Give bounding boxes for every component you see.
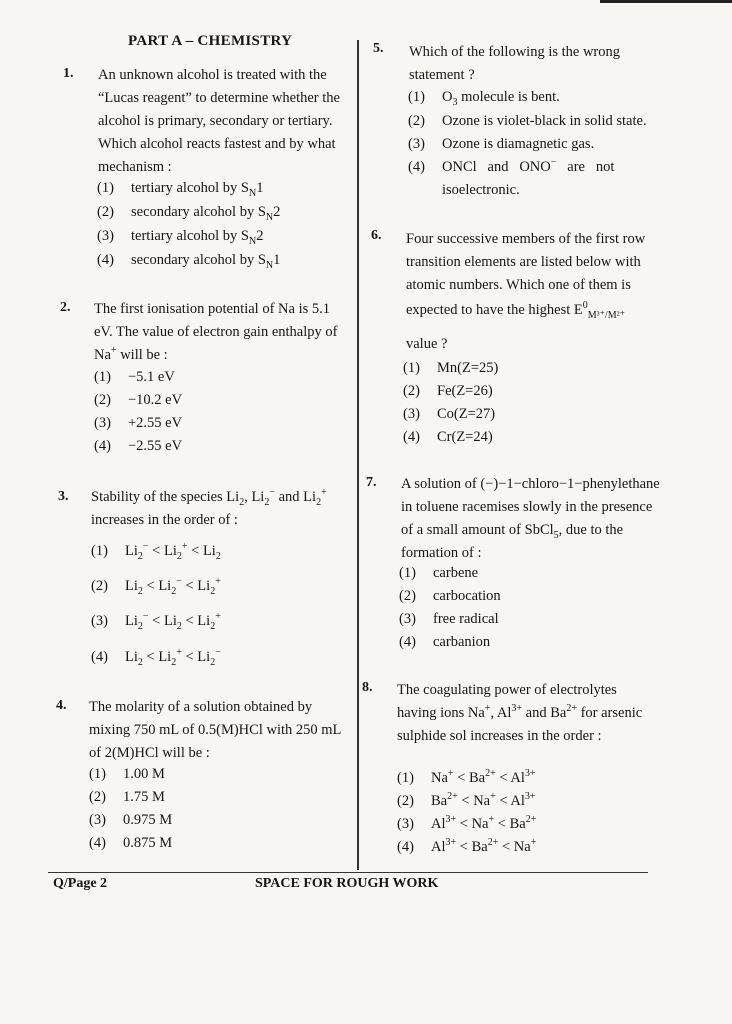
q3-option-3[interactable]: (3) $Li_2^- < Li_2 < Li_2^+$	[91, 611, 221, 632]
page-number: Q/Page 2	[53, 876, 108, 891]
q5-option-2[interactable]: (2) Ozone is violet-black in solid state.	[408, 113, 647, 129]
q6-text-value: value ?	[406, 336, 448, 352]
q6-text-e0: expected to have the highest $E^0_{M^{3+}/M^{2+}}$	[406, 300, 625, 321]
q6-number: 6.	[371, 228, 382, 243]
q8-option-3[interactable]: (3) $Al^{3+} < Na^+ < Ba^{2+}$	[397, 814, 537, 832]
q2-option-4[interactable]: (4) −2.55 eV	[94, 438, 183, 454]
q3-option-1[interactable]: (1) $Li_2^- < Li_2^+ < Li_2$	[91, 541, 221, 562]
q7-text: A solution of (−)−1−chloro−1−phenylethane in toluene racemises slowly in the presence of a small amount of SbCl$_5$, due to the formation of :	[401, 476, 660, 561]
q7-option-3[interactable]: (3) free radical	[399, 611, 499, 627]
q5-option-4-cont: isoelectronic.	[442, 182, 520, 198]
q6-option-1[interactable]: (1) Mn(Z=25)	[403, 360, 499, 376]
q1-option-4[interactable]: (4) secondary alcohol by $S_N1$	[97, 252, 281, 271]
q6-text: Four successive members of the first row transition elements are listed below with atomic numbers. Which one of them is	[406, 231, 646, 293]
q4-option-3[interactable]: (3) 0.975 M	[89, 812, 173, 828]
q2-number: 2.	[60, 300, 71, 315]
q6-option-3[interactable]: (3) Co(Z=27)	[403, 406, 496, 422]
q2-text: The first ionisation potential of Na is 5.1 eV. The value of electron gain enthalpy of Na+ will be :	[94, 301, 338, 363]
q5-number: 5.	[373, 41, 384, 56]
q7-option-2[interactable]: (2) carbocation	[399, 588, 501, 604]
q8-text: The coagulating power of electrolytes having ions Na+, $Al^{3+}$ and $Ba^{2+}$ for arsenic sulphide sol increases in the order :	[397, 682, 643, 744]
q1-text: An unknown alcohol is treated with the “Lucas reagent” to determine whether the alcohol is primary, secondary or tertiary. Which alcohol reacts fastest and by what mechanism :	[98, 67, 340, 175]
q1-option-3[interactable]: (3) tertiary alcohol by $S_N2$	[97, 228, 264, 247]
q1-number: 1.	[63, 66, 74, 81]
q4-option-4[interactable]: (4) 0.875 M	[89, 835, 173, 851]
q3-text: Stability of the species $Li_2$, $Li_2^-$ and $Li_2^+$ increases in the order of :	[91, 487, 327, 528]
q8-option-4[interactable]: (4) $Al^{3+} < Ba^{2+} < Na^+$	[397, 837, 537, 855]
q8-number: 8.	[362, 680, 373, 695]
q8-option-2[interactable]: (2) $Ba^{2+} < Na^+ < Al^{3+}$	[397, 791, 536, 809]
q2-option-2[interactable]: (2) −10.2 eV	[94, 392, 183, 408]
q7-option-4[interactable]: (4) carbanion	[399, 634, 491, 650]
q3-option-4[interactable]: (4) $Li_2 < Li_2^+ < Li_2^-$	[91, 647, 221, 668]
q4-option-1[interactable]: (1) 1.00 M	[89, 766, 165, 782]
page-heading: PART A – CHEMISTRY	[128, 33, 293, 49]
q2-option-1[interactable]: (1) −5.1 eV	[94, 369, 175, 385]
q5-option-3[interactable]: (3) Ozone is diamagnetic gas.	[408, 136, 595, 152]
top-edge-line	[600, 0, 732, 3]
q5-option-4[interactable]: (4) ONCl and ONO− are not	[408, 157, 615, 175]
q8-option-1[interactable]: (1) $Na^+ < Ba^{2+} < Al^{3+}$	[397, 768, 536, 786]
q4-number: 4.	[56, 698, 67, 713]
column-divider	[357, 40, 359, 870]
q7-option-1[interactable]: (1) carbene	[399, 565, 479, 581]
q1-option-2[interactable]: (2) secondary alcohol by $S_N2$	[97, 204, 281, 223]
footer-rule	[48, 872, 648, 873]
q7-number: 7.	[366, 475, 377, 490]
q6-option-4[interactable]: (4) Cr(Z=24)	[403, 429, 493, 445]
q4-text: The molarity of a solution obtained by mixing 750 mL of 0.5(M)HCl with 250 mL of 2(M)HCl will be :	[89, 699, 341, 761]
q3-option-2[interactable]: (2) $Li_2 < Li_2^- < Li_2^+$	[91, 576, 221, 597]
q3-number: 3.	[58, 489, 69, 504]
q6-option-2[interactable]: (2) Fe(Z=26)	[403, 383, 493, 399]
q2-option-3[interactable]: (3) +2.55 eV	[94, 415, 183, 431]
q5-option-1[interactable]: (1) $O_3$ molecule is bent.	[408, 89, 560, 108]
q4-option-2[interactable]: (2) 1.75 M	[89, 789, 165, 805]
rough-work-note: SPACE FOR ROUGH WORK	[255, 876, 439, 891]
q5-text: Which of the following is the wrong statement ?	[409, 44, 621, 83]
q1-option-1[interactable]: (1) tertiary alcohol by $S_N1$	[97, 180, 264, 199]
